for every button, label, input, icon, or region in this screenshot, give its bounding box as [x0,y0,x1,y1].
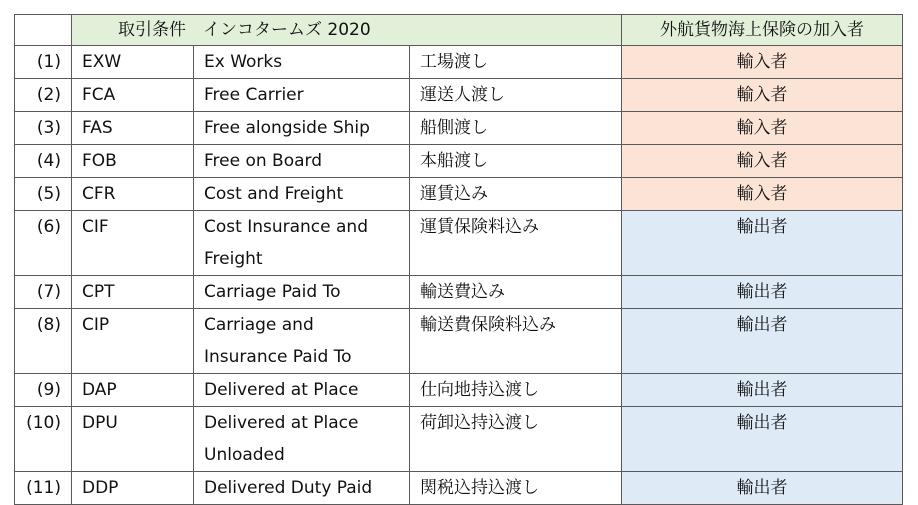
incoterm-japanese-name: 運賃込み [410,178,622,211]
insurance-party-header: 外航貨物海上保険の加入者 [622,15,903,46]
incoterm-english-name: Delivered at Place [194,374,410,407]
incoterm-english-name: Delivered Duty Paid [194,472,410,505]
row-number: (1) [15,46,72,79]
incoterm-code: FOB [72,145,194,178]
incoterm-english-name: Delivered at Place Unloaded [194,407,410,472]
incoterm-japanese-name: 荷卸込持込渡し [410,407,622,472]
table-body [15,15,903,505]
insurance-party: 輸入者 [622,46,903,79]
incoterm-japanese-name: 運賃保険料込み [410,211,622,276]
insurance-party: 輸出者 [622,472,903,505]
insurance-party: 輸出者 [622,407,903,472]
insurance-party: 輸入者 [622,145,903,178]
incoterm-japanese-name: 工場渡し [410,46,622,79]
table-row [15,276,903,309]
incoterm-code: CIF [72,211,194,276]
table-row [15,112,903,145]
insurance-party: 輸入者 [622,178,903,211]
row-number: (4) [15,145,72,178]
row-number: (2) [15,79,72,112]
incoterms-table [14,14,903,505]
insurance-party: 輸入者 [622,112,903,145]
incoterm-code: DPU [72,407,194,472]
row-number: (5) [15,178,72,211]
incoterm-english-name: Free alongside Ship [194,112,410,145]
row-number: (7) [15,276,72,309]
incoterm-english-name: Ex Works [194,46,410,79]
insurance-party: 輸入者 [622,79,903,112]
row-number: (3) [15,112,72,145]
insurance-party: 輸出者 [622,211,903,276]
table-row [15,309,903,374]
incoterm-english-name: Free Carrier [194,79,410,112]
table-row [15,374,903,407]
incoterm-japanese-name: 運送人渡し [410,79,622,112]
row-number: (8) [15,309,72,374]
row-number: (6) [15,211,72,276]
table-row [15,211,903,276]
header-blank-cell [15,15,72,46]
incoterm-english-name: Cost and Freight [194,178,410,211]
table-row [15,472,903,505]
incoterm-japanese-name: 輸送費保険料込み [410,309,622,374]
incoterm-english-name: Carriage Paid To [194,276,410,309]
header-row [15,15,903,46]
insurance-party: 輸出者 [622,309,903,374]
insurance-party: 輸出者 [622,276,903,309]
incoterm-japanese-name: 輸送費込み [410,276,622,309]
incoterm-code: FCA [72,79,194,112]
incoterm-code: CFR [72,178,194,211]
table-row [15,178,903,211]
incoterm-code: DAP [72,374,194,407]
table-row [15,79,903,112]
incoterm-code: CIP [72,309,194,374]
incoterm-english-name: Free on Board [194,145,410,178]
incoterm-japanese-name: 仕向地持込渡し [410,374,622,407]
trade-conditions-header: 取引条件 インコタームズ 2020 [72,15,622,46]
insurance-party: 輸出者 [622,374,903,407]
incoterm-japanese-name: 関税込持込渡し [410,472,622,505]
incoterm-japanese-name: 本船渡し [410,145,622,178]
incoterm-code: DDP [72,472,194,505]
incoterm-english-name: Cost Insurance and Freight [194,211,410,276]
table-row [15,145,903,178]
incoterm-code: FAS [72,112,194,145]
incoterm-english-name: Carriage and Insurance Paid To [194,309,410,374]
incoterm-code: CPT [72,276,194,309]
incoterm-japanese-name: 船側渡し [410,112,622,145]
row-number: (9) [15,374,72,407]
table-row [15,46,903,79]
table-row [15,407,903,472]
incoterm-code: EXW [72,46,194,79]
row-number: (11) [15,472,72,505]
row-number: (10) [15,407,72,472]
